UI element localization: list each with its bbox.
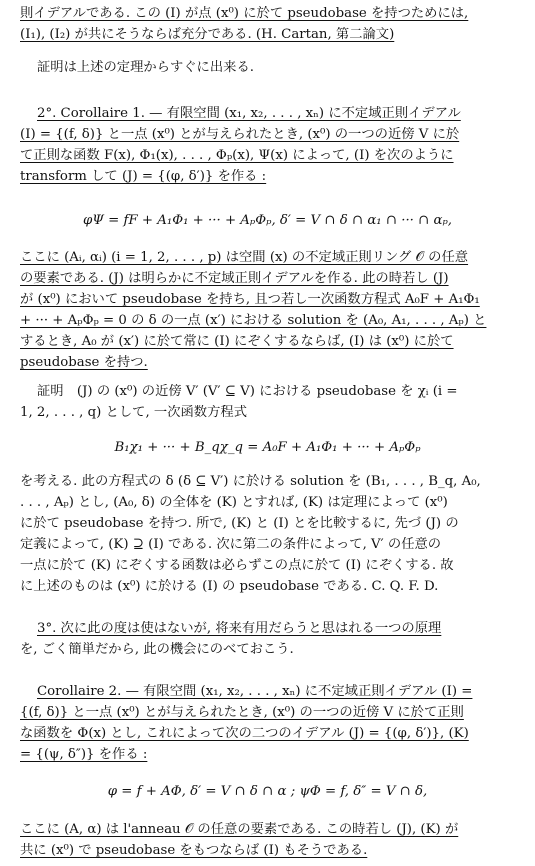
text-line: 証明は上述の定理からすぐに出来る. [37, 60, 254, 75]
text-line: . . . , Aₚ) とし, (A₀, δ) の全体を (K) とすれば, (K) は定理によって (x⁰) [20, 495, 448, 510]
text-line-underlined: pseudobase を持つ. [20, 355, 148, 370]
text-line-underlined: (I₁), (I₂) が共にそうならば充分である. (H. Cartan, 第二論文) [20, 27, 395, 42]
text-line: 一点に於て (K) にぞくする函数は必らずこの点に於て (I) にぞくする. 故 [20, 558, 454, 573]
corollaire-1-heading-line: 2°. Corollaire 1. — 有限空間 (x₁, x₂, . . . , xₙ) に不定域正則イデアル [37, 106, 461, 121]
text-line: ここに (A, α) は l'anneau 𝒪 の任意の要素である. この時若し (J), (K) が [20, 822, 459, 837]
text-line: が (x⁰) において pseudobase を持ち, 且つ若し一次函数方程式 A₀F + A₁Φ₁ [20, 292, 480, 307]
text-line [20, 27, 530, 43]
text-line: ここに (Aᵢ, αᵢ) (i = 1, 2, . . . , p) は空間 (x) の不定域正則リング 𝒪 の任意 [20, 250, 469, 265]
text-line: (I) = {(f, δ)} と一点 (x⁰) とが与えられたとき, (x⁰) の一つの近傍 V に於 [20, 127, 460, 142]
text-line: を, ごく簡単だから, 此の機会にのべておこう. [20, 642, 294, 657]
text-line [20, 843, 530, 859]
display-equation: B₁χ₁ + ··· + B_qχ_q = A₀F + A₁Φ₁ + ··· + AₚΦₚ [114, 440, 421, 455]
display-equation: φ = f + AΦ, δ′ = V ∩ δ ∩ α ; ψΦ = f, δ″ = V ∩ δ, [107, 784, 428, 799]
text-line: て正則な函数 F(x), Φ₁(x), . . . , Φₚ(x), Ψ(x) によって, (I) を次のように [20, 148, 454, 163]
text-line: に上述のものは (x⁰) に於ける (I) の pseudobase である. C. Q. F. D. [20, 579, 439, 594]
proof-line: 証明 (J) の (x⁰) の近傍 V′ (V′ ⊆ V) における pseudobase を χᵢ (i = [37, 384, 458, 399]
text-line-underlined: 共に (x⁰) で pseudobase をもつならば (I) もそうである. [20, 843, 368, 858]
text-line: 則イデアルである. この (I) が点 (x⁰) に於て pseudobase を持つためには, [20, 6, 469, 21]
corollaire-2-heading-line: Corollaire 2. — 有限空間 (x₁, x₂, . . . , xₙ) に不定域正則イデアル (I) = [37, 684, 473, 699]
text-line-underlined: 3°. 次に此の度は使はないが, 将来有用だらうと思はれる一つの原理 [37, 621, 442, 636]
text-line [20, 747, 530, 763]
text-line [20, 355, 530, 371]
text-line: + ··· + AₚΦₚ = 0 の δ の一点 (x′) における solution を (A₀, A₁, . . . , Aₚ) と [20, 313, 487, 328]
text-line-underlined: = {(ψ, δ″)} を作る : [20, 747, 148, 762]
text-line: な函数を Φ(x) とし, これによって次の二つのイデアル (J) = {(φ, δ′)}, (K) [20, 726, 469, 741]
text-line [20, 169, 530, 185]
text-line: {(f, δ)} と一点 (x⁰) とが与えられたとき, (x⁰) の一つの近傍 V に於て正則 [20, 705, 464, 720]
text-line: 定義によって, (K) ⊇ (I) である. 次に第二の条件によって, V′ の任意の [20, 537, 442, 552]
text-line: 1, 2, . . . , q) として, 一次函数方程式 [20, 405, 247, 420]
text-line: するとき, A₀ が (x′) に於て常に (I) にぞくするならば, (I) は (x⁰) に於て [20, 334, 454, 349]
section-3-line [37, 621, 529, 637]
text-line: を考える. 此の方程式の δ (δ ⊆ V′) に於ける solution を (B₁, . . . , B_q, A₀, [20, 474, 481, 489]
text-line: の要素である. (J) は明らかに不定域正則イデアルを作る. 此の時若し (J) [20, 271, 449, 286]
text-line: に於て pseudobase を持つ. 所で, (K) と (I) とを比較するに, 先づ (J) の [20, 516, 459, 531]
display-equation: φΨ = fF + A₁Φ₁ + ··· + AₚΦₚ, δ′ = V ∩ δ ∩ α₁ ∩ ··· ∩ αₚ, [82, 213, 453, 228]
text-line-underlined: transform して (J) = {(φ, δ′)} を作る : [20, 169, 267, 184]
